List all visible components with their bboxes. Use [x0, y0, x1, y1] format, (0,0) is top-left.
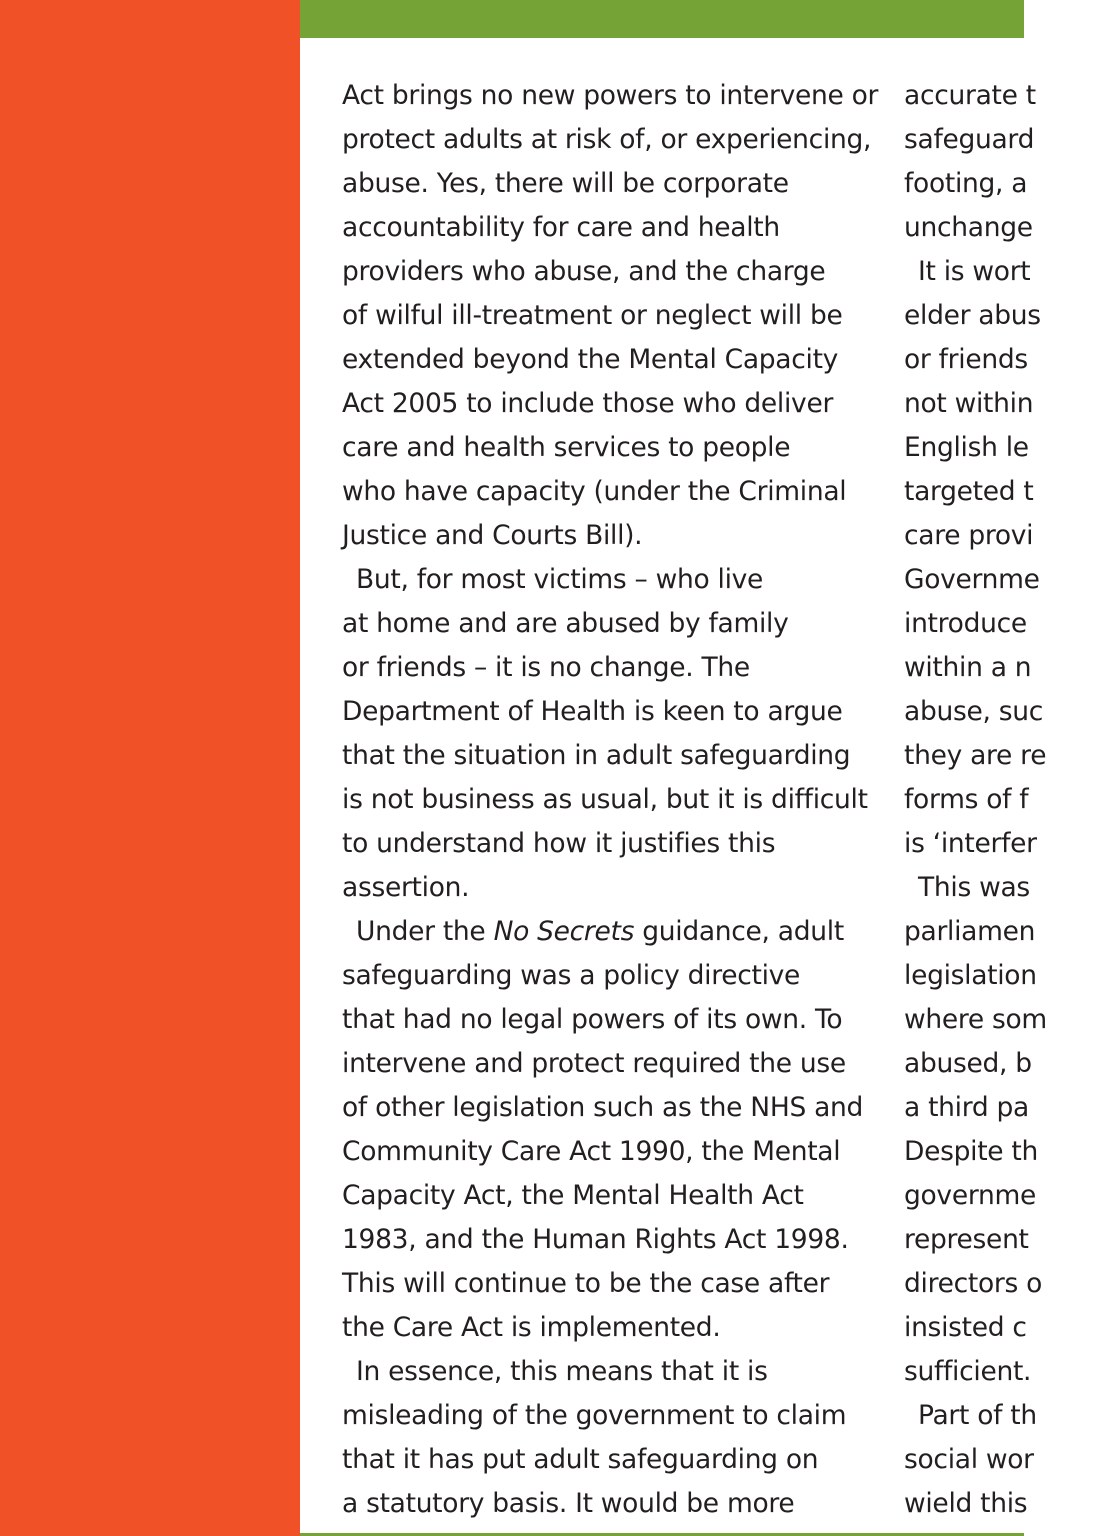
text-line	[342, 910, 872, 954]
text-line: This was	[918, 872, 1030, 903]
text-line: It is wort	[918, 256, 1031, 287]
text-line: Community Care Act 1990, the Mental	[342, 1136, 841, 1167]
text-line: protect adults at risk of, or experiencing,	[342, 124, 872, 155]
text-line: sufficient.	[904, 1356, 1032, 1387]
text-line: abused, b	[904, 1048, 1032, 1079]
text-line: a third pa	[904, 1092, 1029, 1123]
text-line: extended beyond the Mental Capacity	[342, 344, 839, 375]
text-line: Justice and Courts Bill).	[342, 520, 643, 551]
text-line: safeguarding was a policy directive	[342, 960, 801, 991]
text-line: care provi	[904, 520, 1034, 551]
text-line: targeted t	[904, 476, 1034, 507]
text-line: Part of th	[918, 1400, 1037, 1431]
text-line: unchange	[904, 212, 1033, 243]
text-line: abuse. Yes, there will be corporate	[342, 168, 789, 199]
text-line: forms of f	[904, 784, 1029, 815]
text-line: who have capacity (under the Criminal	[342, 476, 847, 507]
text-line: Governme	[904, 564, 1040, 595]
text-line: represent	[904, 1224, 1029, 1255]
text-line: of wilful ill-treatment or neglect will be	[342, 300, 843, 331]
text-line: Department of Health is keen to argue	[342, 696, 843, 727]
text-line: intervene and protect required the use	[342, 1048, 846, 1079]
text-line: within a n	[904, 652, 1032, 683]
text-line: misleading of the government to claim	[342, 1400, 847, 1431]
text-line: that it has put adult safeguarding on	[342, 1444, 819, 1475]
text-line: But, for most victims – who live	[356, 564, 764, 595]
text-line: Capacity Act, the Mental Health Act	[342, 1180, 804, 1211]
text-line: that had no legal powers of its own. To	[342, 1004, 843, 1035]
publication-title: No Secrets	[493, 916, 635, 947]
text-line: not within	[904, 388, 1034, 419]
text-line: Despite th	[904, 1136, 1039, 1167]
text-line: the Care Act is implemented.	[342, 1312, 721, 1343]
article-column-right	[904, 74, 1104, 1526]
text-line: they are re	[904, 740, 1047, 771]
text-line: accurate t	[904, 80, 1036, 111]
text-line: at home and are abused by family	[342, 608, 789, 639]
side-color-band	[0, 0, 300, 1536]
text-line: In essence, this means that it is	[356, 1356, 768, 1387]
text-line: of other legislation such as the NHS and	[342, 1092, 864, 1123]
text-line: that the situation in adult safeguarding	[342, 740, 851, 771]
text-line: where som	[904, 1004, 1047, 1035]
text-line: wield this	[904, 1488, 1028, 1519]
top-accent-bar	[300, 0, 1024, 38]
text-line: elder abus	[904, 300, 1041, 331]
text-line: abuse, suc	[904, 696, 1043, 727]
text-line: 1983, and the Human Rights Act 1998.	[342, 1224, 849, 1255]
text-line: assertion.	[342, 872, 470, 903]
text-line: accountability for care and health	[342, 212, 780, 243]
text-line: is ‘interfer	[904, 828, 1037, 859]
text-line: introduce	[904, 608, 1027, 639]
text-line: directors o	[904, 1268, 1043, 1299]
article-page	[300, 0, 1047, 1536]
text-line: or friends – it is no change. The	[342, 652, 750, 683]
text-line: a statutory basis. It would be more	[342, 1488, 795, 1519]
text-line: parliamen	[904, 916, 1036, 947]
text-line: governme	[904, 1180, 1036, 1211]
text-run: guidance, adult	[634, 916, 844, 947]
text-line: or friends	[904, 344, 1028, 375]
text-line: footing, a	[904, 168, 1028, 199]
text-line: insisted c	[904, 1312, 1027, 1343]
text-line: providers who abuse, and the charge	[342, 256, 826, 287]
text-line: Act 2005 to include those who deliver	[342, 388, 834, 419]
article-column-left	[342, 74, 879, 1526]
text-line: legislation	[904, 960, 1037, 991]
text-line: English le	[904, 432, 1029, 463]
text-line: care and health services to people	[342, 432, 791, 463]
text-line: to understand how it justifies this	[342, 828, 776, 859]
text-line: is not business as usual, but it is difficult	[342, 784, 868, 815]
text-line: Act brings no new powers to intervene or	[342, 80, 879, 111]
text-line: social wor	[904, 1444, 1034, 1475]
text-run: Under the	[356, 916, 494, 947]
text-line: This will continue to be the case after	[342, 1268, 830, 1299]
text-line: safeguard	[904, 124, 1035, 155]
